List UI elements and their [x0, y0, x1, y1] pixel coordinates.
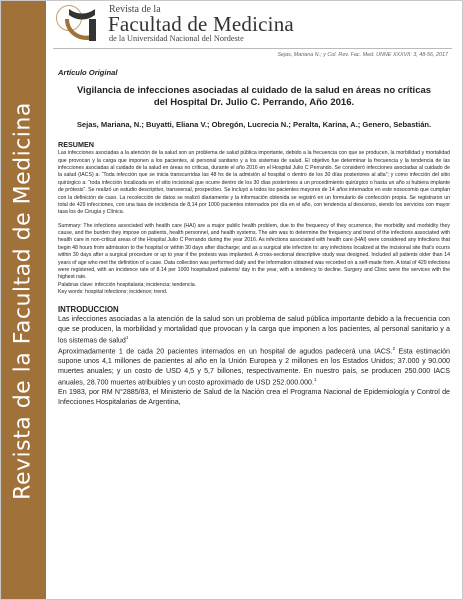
masthead-divider — [53, 48, 452, 49]
journal-sidebar — [1, 1, 46, 599]
masthead-title: Facultad de Medicina — [108, 12, 294, 36]
keywords: Key words: hospital infections; incidence; trend. — [58, 289, 168, 296]
citation-line: Sejas, Mariana N.; y Col. Rev. Fac. Med. UNNE XXXVII: 3, 48-56, 2017 — [277, 52, 448, 58]
masthead-university: de la Universidad Nacional del Nordeste — [109, 34, 244, 43]
faculty-logo-icon — [61, 7, 105, 47]
summary-text: Summary: The infections associated with health care (HAI) are a major public health problem, due to the frequency of they ocurrence, the morbidity and morbidity they cause, and the burden they impose on patients, health personnel, and health systems. The aim was to determine the frequency and trend of the infections associated with health care in non-critical areas of the Hospital Julio C Perrando during the year 2016. As infections associated with health care (HAI) were considered any infections that begin 48 hours from admission to the hospital or within 30 days after discharge; and as a surgical site infection to: any infections localized at the incisional site that's ocurrs within 30 days after a surgical procedure or up to year if the protesis was implanted. A cross-sectional descriptive study was designed. Included all patients older than 14 years of age who met the definition of a case. Data collection was performed daily and the information obtained was recorded on a self-made form. A total of 429 infections were registered, with an incidence rate of 8.14 per 1000 hospitalized patients/ day in the year, with a tendency to decline. Surgery and Clinic were the services with the highest rate. — [58, 222, 450, 281]
intro-paragraph-2: Aproximadamente 1 de cada 20 pacientes internados en un hospital de agudos padecerá una IACS.$^2$ Esta estimación supone unos 4,1 millones de pacientes al año en la Unión Europea y 2 millones en los Estados Unidos; 37.000 y 90.000 muertes anuales; y un costo de USD 4,5 y 5,7 billones, respectivamente. En nuestro país, se producen 250.000 IACS anuales, 28.700 muertes atribuibles y un costo aproximado de USD 252.000.000.$^1$ — [58, 346, 450, 387]
introduccion-heading: INTRODUCCION — [58, 305, 119, 315]
article-body — [58, 68, 450, 408]
article-section-label: Artículo Original — [58, 68, 118, 77]
intro-paragraph-3: En 1983, por RM N°2885/83, el Ministerio de Salud de la Nación crea el Programa Nacional de Epidemiología y Control de Infecciones Hospitalarias de Argentina, — [58, 387, 450, 406]
article-title: Vigilancia de infecciones asociadas al cuidado de la salud en áreas no críticas del Hospital Dr. Julio C. Perrando, Año 2016. — [76, 85, 432, 109]
article-authors: Sejas, Mariana, N.; Buyatti, Eliana V.; Obregón, Lucrecia N.; Peralta, Karina, A.; Genero, Sebastián. — [76, 119, 432, 129]
resumen-heading: RESUMEN — [58, 140, 94, 150]
intro-paragraph-1: Las infecciones asociadas a la atención de la salud son un problema de salud pública importante debido a la frecuencia con que se producen, la morbilidad y mortalidad que provocan y la carga que imponen a los pacientes, al personal sanitario y a los sistemas de salud$^1$ — [58, 315, 450, 345]
palabras-clave: Palabras clave: infección hospitalaria; incidencia; tendencia. — [58, 281, 197, 288]
masthead-line-1: Revista de la — [109, 4, 161, 15]
resumen-text: Las infecciones asociadas a la atención de la salud son un problema de salud pública importante, debido a la frecuencia con que se producen, la morbilidad y mortalidad que provocan y la carga que imponen a los pacientes, al personal sanitario y a los sistemas de salud. El objetivo fue determinar la frecuencia y la tendencia de las infecciones asociadas al cuidado de la salud en áreas no críticas, durante el año 2016 en el Hospital Julio C Perrando. Se consideró infecciones asociadas al cuidado de la salud (IACS) a: “Toda infección que se inicia transcurridas las 48 hs de la admisión al hospital o dentro de los 30 días posteriores al alta”; y como infección del sitio quirúrgico a: “toda infección localizada en el sitio incisional que ocurre dentro de los 30 días posteriores a un procedimiento quirúrgico o hasta un año si hubiera implante de prótesis”. Se realizó un estudio descriptivo, transversal, prospectivo. Se incluyó a todos los pacientes mayores de 14 años internados en este nosocomio que cumplan con la definición de caso. La recolección de datos se realizó diariamente y la información obtenida se registró en un formulario de confección propia. Se registraron un total de 429 infecciones, con una tasa de incidencia de 8,14 por 1000 pacientes internados por día en el año, con tendencia al descenso, siendo los servicios con mayor tasa los de Cirugía y Clínica. — [58, 150, 450, 216]
sidebar-journal-name: Revista de la Facultad de Medicina — [10, 102, 36, 500]
